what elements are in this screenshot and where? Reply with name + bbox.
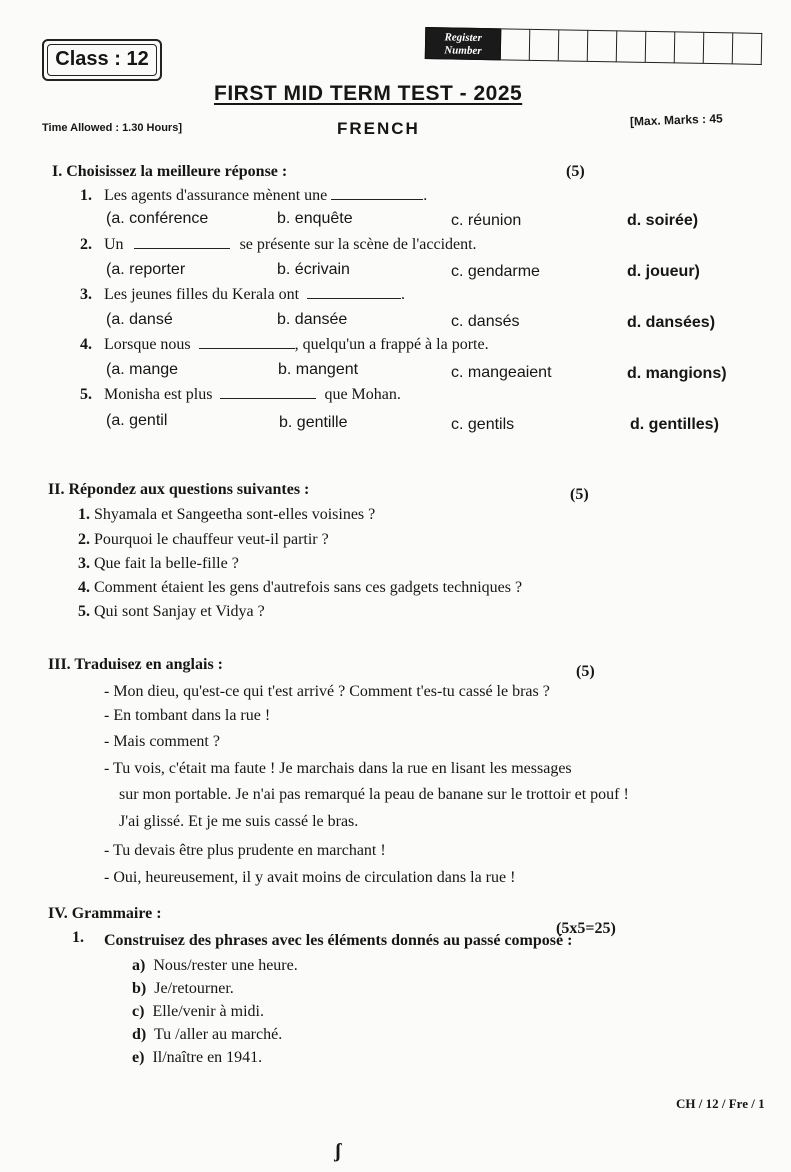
question-text: Un <box>104 236 124 253</box>
option-c[interactable]: c. dansés <box>451 313 520 330</box>
page-code: CH / 12 / Fre / 1 <box>676 1096 765 1111</box>
register-digit-box[interactable] <box>617 30 647 63</box>
grammar-item <box>132 980 234 998</box>
question-number: 2. <box>80 236 92 253</box>
answer-blank[interactable] <box>199 336 295 349</box>
option-a[interactable]: (a. conférence <box>106 210 209 227</box>
option-c[interactable]: c. gentils <box>451 416 515 433</box>
register-digit-box[interactable] <box>704 32 734 65</box>
option-c[interactable]: c. mangeaient <box>451 364 552 381</box>
option-b[interactable]: b. mangent <box>278 361 359 378</box>
item-label: e) <box>132 1049 145 1066</box>
question-text: Pourquoi le chauffeur veut-il partir ? <box>94 531 329 548</box>
register-number-boxes <box>425 27 763 67</box>
exam-title: FIRST MID TERM TEST - 2025 <box>214 82 523 105</box>
question-text: Les agents d'assurance mènent une <box>104 187 328 204</box>
grammar-item <box>132 1049 262 1067</box>
section4-question-number: 1. <box>72 929 84 946</box>
option-c[interactable]: c. gendarme <box>451 263 540 280</box>
grammar-item <box>132 1026 282 1044</box>
question-number: 4. <box>80 336 92 353</box>
question-number: 1. <box>78 506 90 523</box>
item-text: Tu /aller au marché. <box>153 1026 283 1043</box>
register-digit-box[interactable] <box>588 30 618 63</box>
answer-blank[interactable] <box>134 236 230 249</box>
register-digit-box[interactable] <box>733 32 763 65</box>
question-text: Comment étaient les gens d'autrefois sans ces gadgets techniques ? <box>94 579 523 596</box>
section2-marks: (5) <box>570 486 589 503</box>
time-allowed: Time Allowed : 1.30 Hours] <box>42 122 182 134</box>
dialogue-line: J'ai glissé. Et je me suis cassé le bras. <box>119 813 359 830</box>
section4-heading: IV. Grammaire : <box>48 905 162 922</box>
option-d[interactable]: d. soirée) <box>627 212 699 229</box>
item-label: a) <box>132 957 146 974</box>
option-d[interactable]: d. joueur) <box>627 263 700 280</box>
question-number: 1. <box>80 187 92 204</box>
option-a[interactable]: (a. reporter <box>106 261 186 278</box>
register-digit-box[interactable] <box>559 29 589 62</box>
question-item <box>78 555 239 573</box>
question-number: 5. <box>78 603 90 620</box>
question-text: Monisha est plus <box>104 386 213 403</box>
option-b[interactable]: b. gentille <box>279 414 348 431</box>
mcq-question <box>80 236 477 254</box>
question-text-end: . <box>401 286 406 303</box>
option-d[interactable]: d. gentilles) <box>630 416 719 433</box>
register-label-line1: Register <box>444 31 482 45</box>
question-number: 2. <box>78 531 90 548</box>
option-d[interactable]: d. mangions) <box>627 365 727 382</box>
register-digit-box[interactable] <box>501 28 531 61</box>
option-c[interactable]: c. réunion <box>451 212 522 229</box>
section4-instruction: Construisez des phrases avec les éléments donnés au passé composé : <box>104 932 573 949</box>
question-text: Qui sont Sanjay et Vidya ? <box>94 603 265 620</box>
option-b[interactable]: b. écrivain <box>277 261 350 278</box>
scan-mark: ʃ <box>335 1140 342 1162</box>
register-number-label <box>425 27 502 60</box>
question-text: Lorsque nous <box>104 336 191 353</box>
section4-marks: (5x5=25) <box>556 920 616 937</box>
option-d[interactable]: d. dansées) <box>627 314 716 331</box>
question-number: 4. <box>78 579 90 596</box>
dialogue-line: - Mais comment ? <box>104 733 220 750</box>
item-text: Je/retourner. <box>154 980 234 997</box>
question-item <box>78 603 265 621</box>
option-a[interactable]: (a. dansé <box>106 311 173 328</box>
register-digit-box[interactable] <box>646 31 676 64</box>
item-label: c) <box>132 1003 145 1020</box>
grammar-item <box>132 1003 264 1021</box>
question-text-end: se présente sur la scène de l'accident. <box>239 236 477 253</box>
question-text-end: . <box>423 187 428 204</box>
section3-heading: III. Traduisez en anglais : <box>48 656 223 673</box>
section3-marks: (5) <box>576 663 595 680</box>
subject-title: FRENCH <box>337 119 420 138</box>
question-number: 3. <box>80 286 92 303</box>
section2-heading: II. Répondez aux questions suivantes : <box>48 481 310 498</box>
question-text: Que fait la belle-fille ? <box>94 555 239 572</box>
question-number: 3. <box>78 555 90 572</box>
answer-blank[interactable] <box>307 286 401 299</box>
answer-blank[interactable] <box>220 386 316 399</box>
max-marks: [Max. Marks : 45 <box>629 111 723 129</box>
section1-heading: I. Choisissez la meilleure réponse : <box>52 163 288 180</box>
item-text: Nous/rester une heure. <box>153 957 298 974</box>
section1-marks: (5) <box>566 163 585 180</box>
register-label-line2: Number <box>444 44 482 58</box>
dialogue-line: sur mon portable. Je n'ai pas remarqué la peau de banane sur le trottoir et pouf ! <box>119 786 629 803</box>
question-item <box>78 531 329 549</box>
item-text: Il/naître en 1941. <box>152 1049 263 1066</box>
grammar-item <box>132 957 298 975</box>
answer-blank[interactable] <box>331 187 423 200</box>
option-a[interactable]: (a. gentil <box>106 412 168 429</box>
register-digit-box[interactable] <box>675 31 705 64</box>
dialogue-line: - Tu devais être plus prudente en marchant ! <box>104 842 386 859</box>
mcq-question <box>80 286 405 304</box>
class-label: Class : 12 <box>47 44 157 76</box>
option-b[interactable]: b. enquête <box>277 210 353 227</box>
item-label: d) <box>132 1026 147 1043</box>
question-text: Les jeunes filles du Kerala ont <box>104 286 300 303</box>
mcq-question <box>80 386 401 404</box>
question-text-end: , quelqu'un a frappé à la porte. <box>294 336 489 353</box>
option-a[interactable]: (a. mange <box>106 361 179 378</box>
register-digit-box[interactable] <box>530 29 560 62</box>
dialogue-line: - Oui, heureusement, il y avait moins de circulation dans la rue ! <box>104 869 516 886</box>
class-box <box>42 39 162 81</box>
item-label: b) <box>132 980 147 997</box>
question-item <box>78 579 522 597</box>
question-number: 5. <box>80 386 92 403</box>
dialogue-line: - En tombant dans la rue ! <box>104 707 271 724</box>
option-b[interactable]: b. dansée <box>277 311 348 328</box>
item-text: Elle/venir à midi. <box>152 1003 264 1020</box>
mcq-question <box>80 187 427 205</box>
mcq-question <box>80 336 489 354</box>
question-item <box>78 506 375 524</box>
dialogue-line: - Tu vois, c'était ma faute ! Je marchais dans la rue en lisant les messages <box>104 760 572 777</box>
dialogue-line: - Mon dieu, qu'est-ce qui t'est arrivé ? Comment t'es-tu cassé le bras ? <box>104 683 550 700</box>
question-text-end: que Mohan. <box>324 386 401 403</box>
question-text: Shyamala et Sangeetha sont-elles voisines ? <box>94 506 376 523</box>
